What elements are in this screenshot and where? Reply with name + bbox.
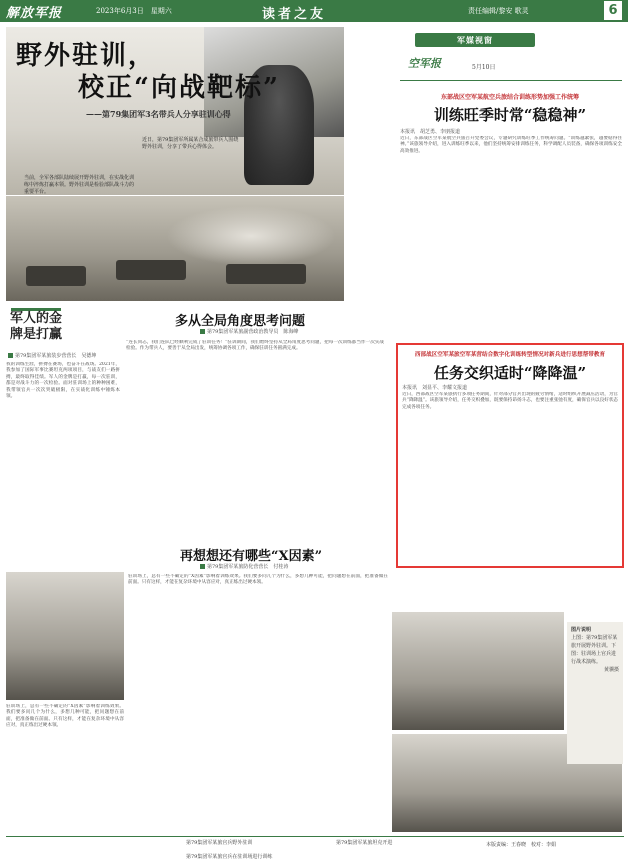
article1-title: 军人的金牌是打赢 (6, 308, 66, 343)
article5-text: 近日，西部战区空军某旅执行多项任务期间，针对部分官兵出现的疲劳情绪，适时组织开展减压活动，为官兵“降降温”。该旅领导介绍，任务交织叠加，既要保持昂扬斗志，也要注重张弛有度，确保官兵以良好状态完成各项任务。 (402, 392, 618, 410)
article4-title: 训练旺季时常“稳稳神” (433, 106, 587, 124)
footer-item2: 第79集团军某旅坦克开进 (336, 840, 393, 846)
article2-text: “连长同志，我们连队已经顺利完成了驻训任务！”驻训期间，我们始终坚持从全局角度思考问题，把每一次训练都当作一次实战检验。作为带兵人，要善于从全局出发，统筹协调各项工作，确保驻训任务圆满完成。 (126, 340, 384, 352)
article5-title: 任务交织适时“降降温” (433, 364, 587, 382)
vehicle-shape (116, 260, 186, 280)
article5-byline: 本报讯 刘显平、李耀文报道 (402, 385, 468, 391)
article1-byline: 第79集团军某旅装步营营长 吴德坤 (8, 352, 118, 359)
footer-item3: 第79集团军某旅官兵在驻训场进行训练 (186, 854, 273, 860)
page-header (0, 0, 628, 22)
article5-kicker: 西部战区空军某旅空军某营结合数字化训练转型情况对新兵进行思想帮带教育 (414, 352, 606, 358)
source-logo: 空军报 5月10日 (408, 57, 496, 71)
editors-line: 责任编辑/黎安 歌灵 (468, 7, 529, 15)
article3-title: 再想想还有哪些“X因素” (180, 549, 323, 564)
page-number: 6 (604, 1, 622, 20)
article3-text: 驻训场上，总有一些不确定的“X因素”影响着训练效果。我们要多问几个为什么，多想几种可能，把问题想在前面，把准备做在前面。只有这样，才能在复杂环境中从容应对，真正练出过硬本领。 (128, 574, 388, 586)
newspaper-logo: 解放军报 (6, 6, 63, 21)
right-column-banner: 军媒视窗 (415, 33, 535, 47)
footer-item4: 本版责编：王春晓 校对：李娟 (486, 842, 557, 848)
feature-title-line2: 校正“向战靶标” (78, 73, 280, 103)
page-footer (6, 836, 624, 862)
feature-subtitle: ——第79集团军3名带兵人分享驻训心得 (86, 109, 231, 119)
artillery-photo (6, 196, 344, 301)
issue-date: 2023年6月3日 星期六 (96, 7, 172, 15)
feature-lead-left: 当前，全军各部队陆续展开野外驻训，在实战化训练中淬炼打赢本领。野外驻训是检验部队战斗力的重要平台。 (24, 175, 135, 195)
feature-lead-right: 近日，第79集团军所属某合成旅带兵人围绕野外驻训，分享了带兵心得体会。 (142, 137, 239, 150)
article4-kicker: 东部战区空军某航空兵旅结合训练形势加强工作统筹 (440, 94, 579, 101)
article4-byline: 本报讯 胡芝勇、李朋报道 (400, 129, 461, 135)
article4-text: 近日，东部战区空军某航空兵旅召开党委会议，专题研究训练旺季工作统筹问题。“训练越紧张，越要稳得住神。”该旅领导介绍，进入训练旺季以来，他们坚持统筹安排训练任务，科学调配人员装备，确保各项训练安全高效推进。 (400, 136, 622, 154)
article1-text: 我的训练生涯，拼搏在赛场，也奋斗在战场。2021年，我参加了国际军事比赛坦克两项项目，与战友们一路拼搏，最终取得佳绩。军人的金牌是打赢，每一次驻训，都是对战斗力的一次检验。面对驻训场上的种种困难，我带领官兵一次次突破极限，在实战化训练中锤炼本领。 (6, 362, 120, 400)
source-date: 5月10日 (472, 64, 496, 71)
smoke-cloud (166, 206, 336, 266)
training-photo-right-top (392, 612, 564, 730)
caption-title: 图片说明 (571, 627, 592, 633)
article3-byline: 第79集团军某旅防化营营长 付桂涛 (200, 563, 380, 570)
divider (400, 80, 622, 81)
section-title: 读者之友 (262, 7, 327, 22)
feature-hero (6, 27, 344, 195)
article2-byline: 第79集团军某旅副营政治教导员 陈海峰 (200, 328, 380, 335)
photo-caption (567, 622, 623, 764)
caption-text: 上图：第79集团军某旅开展野外驻训。下图：驻训场上官兵进行战术演练。 (571, 635, 618, 665)
vehicle-shape (26, 266, 86, 286)
training-photo-left (6, 572, 124, 700)
feature-title-line1: 野外驻训， (16, 41, 157, 71)
caption-credit: 黄骥摄 (603, 667, 619, 673)
article2-title: 多从全局角度思考问题 (175, 314, 306, 329)
vehicle-shape (226, 264, 306, 284)
footer-item1: 第79集团军某旅官兵野外驻训 (186, 840, 253, 846)
article3-text-left: 驻训场上，总有一些不确定的“X因素”影响着训练效果。我们要多问几个为什么，多想几种可能，把问题想在前面，把准备做在前面。只有这样，才能在复杂环境中从容应对，真正练出过硬本领。 (6, 704, 124, 729)
